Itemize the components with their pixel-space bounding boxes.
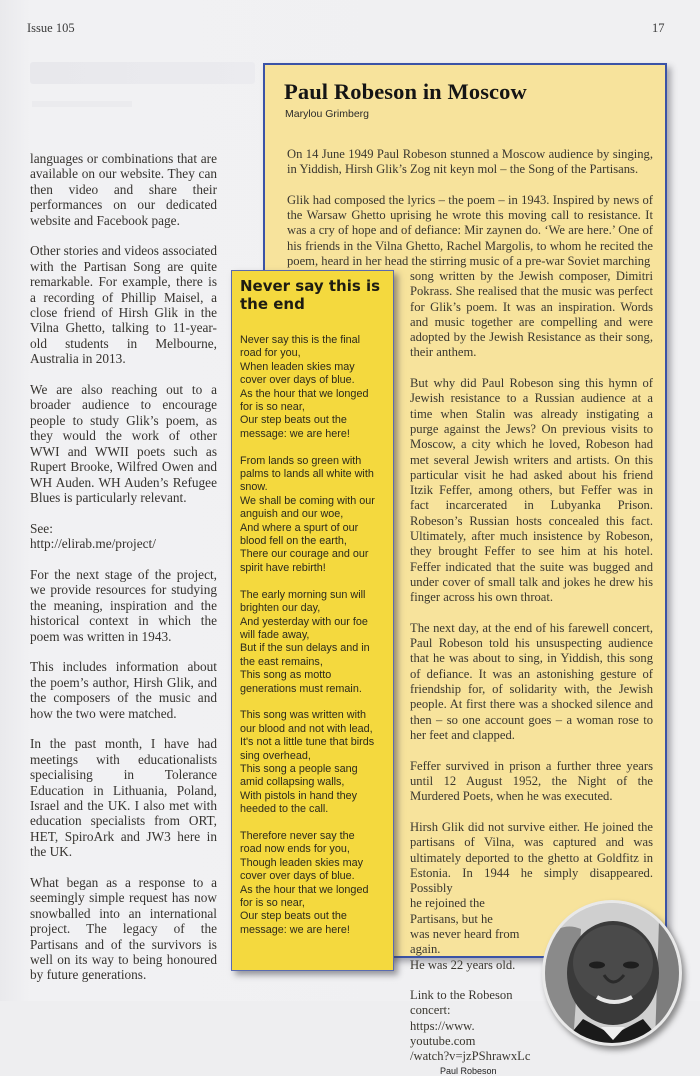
show-through-heading <box>30 62 255 84</box>
page-number: 17 <box>652 21 665 35</box>
poem-line: will fade away, <box>240 628 310 641</box>
concert-link[interactable]: youtube.com <box>410 1033 476 1048</box>
article-paragraph: The next day, at the end of his farewell concert, Paul Robeson told his unsuspecting audience that he was about to sing, in Yiddish, this song of defiance. It was an astonishing gesture of friendship for, of solidarity with, the Jewish people. At first there was a shocked silence and then – so one account goes – a woman rose to her feet and clapped. <box>410 620 653 742</box>
left-paragraph: In the past month, I have had meetings with educationalists specialising in Tolerance Education in Lithuania, Poland, Israel and the UK. I also met with education specialists from ORT, HET, SpiroArk and JW3 here in the UK. <box>30 736 217 860</box>
poem-line: cover over days of blue. <box>240 870 355 883</box>
article-paragraph: Glik had composed the lyrics – the poem – in 1943. Inspired by news of the Warsaw Ghetto uprising he wrote this moving call to resistance. It was a cry of hope and of defiance: Mir zaynen do. ‘We are here.’ One of his friends in the Vilna Ghetto, Rachel Margolis, to whom he recited the poem, heard in her head the stirring music of a pre-war Soviet marching <box>287 192 653 269</box>
poem-line: There our courage and our <box>240 548 369 561</box>
poem-line: our blood and not with lead, <box>240 722 373 735</box>
concert-link-block <box>410 988 535 1064</box>
show-through-line <box>32 101 132 107</box>
concert-link[interactable]: /watch?v=jzPShrawxLc <box>410 1049 531 1064</box>
poem-line: sing overhead, <box>240 749 311 762</box>
article-body-top <box>287 147 653 269</box>
poem-line: And where a spurt of our <box>240 521 359 534</box>
poem-line: heeded to the call. <box>240 803 329 816</box>
concert-link[interactable]: https://www. <box>410 1018 475 1033</box>
poem-line: It's not a little tune that birds <box>240 736 375 749</box>
poem-line: for is so near, <box>240 401 305 414</box>
poem-line: As the hour that we longed <box>240 387 369 400</box>
article-paragraph: Feffer survived in prison a further three years until 12 August 1952, the Night of the Murdered Poets, when he was executed. <box>410 758 653 804</box>
poem-line: road for you, <box>240 347 301 360</box>
poem-line: the east remains, <box>240 655 323 668</box>
poem-line: snow. <box>240 481 268 494</box>
poem-line: This song as motto <box>240 669 332 682</box>
article-line: Hirsh Glik did not survive either. He joined the partisans of Vilna, was captured and was ultimately deported to the ghetto at Goldfitz in Estonia. In 1944 he simply disappeared. Possibly <box>410 820 653 896</box>
poem-line: With pistols in hand they <box>240 789 358 802</box>
poem-line: message: we are here! <box>240 427 350 440</box>
poem-line: Though leaden skies may <box>240 856 364 869</box>
poem-line: blood fell on the earth, <box>240 535 347 548</box>
poem-text <box>240 334 390 951</box>
poem-line: palms to lands all white with <box>240 468 374 481</box>
poem-line: We shall be coming with our <box>240 494 375 507</box>
poem-line: anguish and our woe, <box>240 508 344 521</box>
poem-stanza <box>240 455 390 576</box>
poem-line: Our step beats out the <box>240 910 347 923</box>
poem-stanza <box>240 589 390 696</box>
poem-title: Never say this is the end <box>240 277 381 313</box>
poem-line: generations must remain. <box>240 682 362 695</box>
poem-stanza <box>240 334 390 441</box>
link-label: Link to the Robeson <box>410 988 513 1002</box>
article-author: Marylou Grimberg <box>285 108 370 120</box>
left-column <box>30 151 217 998</box>
article-line: He was 22 years old. <box>410 957 516 972</box>
poem-line: But if the sun delays and in <box>240 642 370 655</box>
article-paragraph: song written by the Jewish composer, Dimitri Pokrass. She realised that the music was perfect for Glik’s poem. It was an inspiration. Words and music together are compelling and were adopted by the Jewish Resistance as their song, their anthem. <box>410 269 653 360</box>
poem-line: Never say this is the final <box>240 334 361 346</box>
article-paragraph: But why did Paul Robeson sing this hymn of Jewish resistance to a Russian audience at a time when Stalin was already instigating a purge against the Jews? On previous visits to Moscow, a city which he loved, Robeson had met several Jewish writers and artists. On this particular visit he had asked about his friend Itzik Feffer, among others, but Feffer was in fact incarcerated in Lubyanka Prison. Robeson’s Russian hosts concealed this fact. Ultimately, after much insistence by Robeson, they brought Feffer to see him at his hotel. Feffer indicated that the suite was bugged and under cover of small talk and jokes he drew his finger across his own throat. <box>410 376 653 605</box>
poem-line: message: we are here! <box>240 923 350 936</box>
poem-line: Therefore never say the <box>240 829 355 842</box>
poem-line: When leaden skies may <box>240 360 355 373</box>
left-paragraph: This includes information about the poem’s author, Hirsh Glik, and the composers of the music and how the two were matched. <box>30 659 217 721</box>
poem-line: And yesterday with our foe <box>240 615 368 628</box>
photo-caption: Paul Robeson <box>440 1066 497 1076</box>
article-body-right <box>410 269 653 820</box>
left-paragraph: We are also reaching out to a broader audience to encourage people to study Glik’s poem, as they would the work of other WWI and WWII poets such as Rupert Brooke, Wilfred Owen and WH Auden. WH Auden’s Refugee Blues is particularly relevant. <box>30 382 217 505</box>
see-label: See: <box>30 520 53 536</box>
poem-line: The early morning sun will <box>240 588 366 601</box>
link-label: concert: <box>410 1003 451 1018</box>
project-link[interactable]: http://elirab.me/project/ <box>30 536 156 552</box>
poem-stanza <box>240 709 390 816</box>
portrait-image <box>545 903 679 1043</box>
poem-line: This song a people sang <box>240 762 358 775</box>
article-line: was never heard from again. <box>410 927 520 957</box>
poem-line: Our step beats out the <box>240 414 347 427</box>
left-paragraph: For the next stage of the project, we provide resources for studying the meaning, inspiration and the historical context in which the poem was written in 1943. <box>30 566 217 644</box>
poem-line: This song was written with <box>240 709 367 722</box>
article-line: he rejoined the Partisans, but he <box>410 896 493 926</box>
issue-number: Issue 105 <box>27 21 75 35</box>
poem-stanza <box>240 830 390 937</box>
poem-line: for is so near, <box>240 897 305 909</box>
poem-line: amid collapsing walls, <box>240 776 345 789</box>
article-title: Paul Robeson in Moscow <box>284 79 527 104</box>
poem-line: brighten our day, <box>240 602 321 615</box>
left-paragraph: What began as a response to a seemingly simple request has now snowballed into an international project. The legacy of the Partisans and of the survivors is well on its way to being honoured by future generations. <box>30 874 217 983</box>
left-paragraph: languages or combinations that are available on our website. They can then video and share their performances on our dedicated website and Facebook page. <box>30 151 217 228</box>
poem-line: road now ends for you, <box>240 843 350 856</box>
article-paragraph: On 14 June 1949 Paul Robeson stunned a Moscow audience by singing, in Yiddish, Hirsh Glik’s Zog nit keyn mol – the Song of the Partisans. <box>287 147 653 177</box>
poem-line: From lands so green with <box>240 454 362 467</box>
poem-line: As the hour that we longed <box>240 883 369 896</box>
poem-line: spirit have rebirth! <box>240 561 326 574</box>
left-paragraph: Other stories and videos associated with the Partisan Song are quite remarkable. For example, there is a recording of Phillip Maisel, a close friend of Hirsh Glik in the Vilna Ghetto, talking to 11-year-old students in Melbourne, Australia in 2013. <box>30 243 217 367</box>
robeson-portrait <box>542 900 682 1046</box>
poem-line: cover over days of blue. <box>240 374 355 387</box>
